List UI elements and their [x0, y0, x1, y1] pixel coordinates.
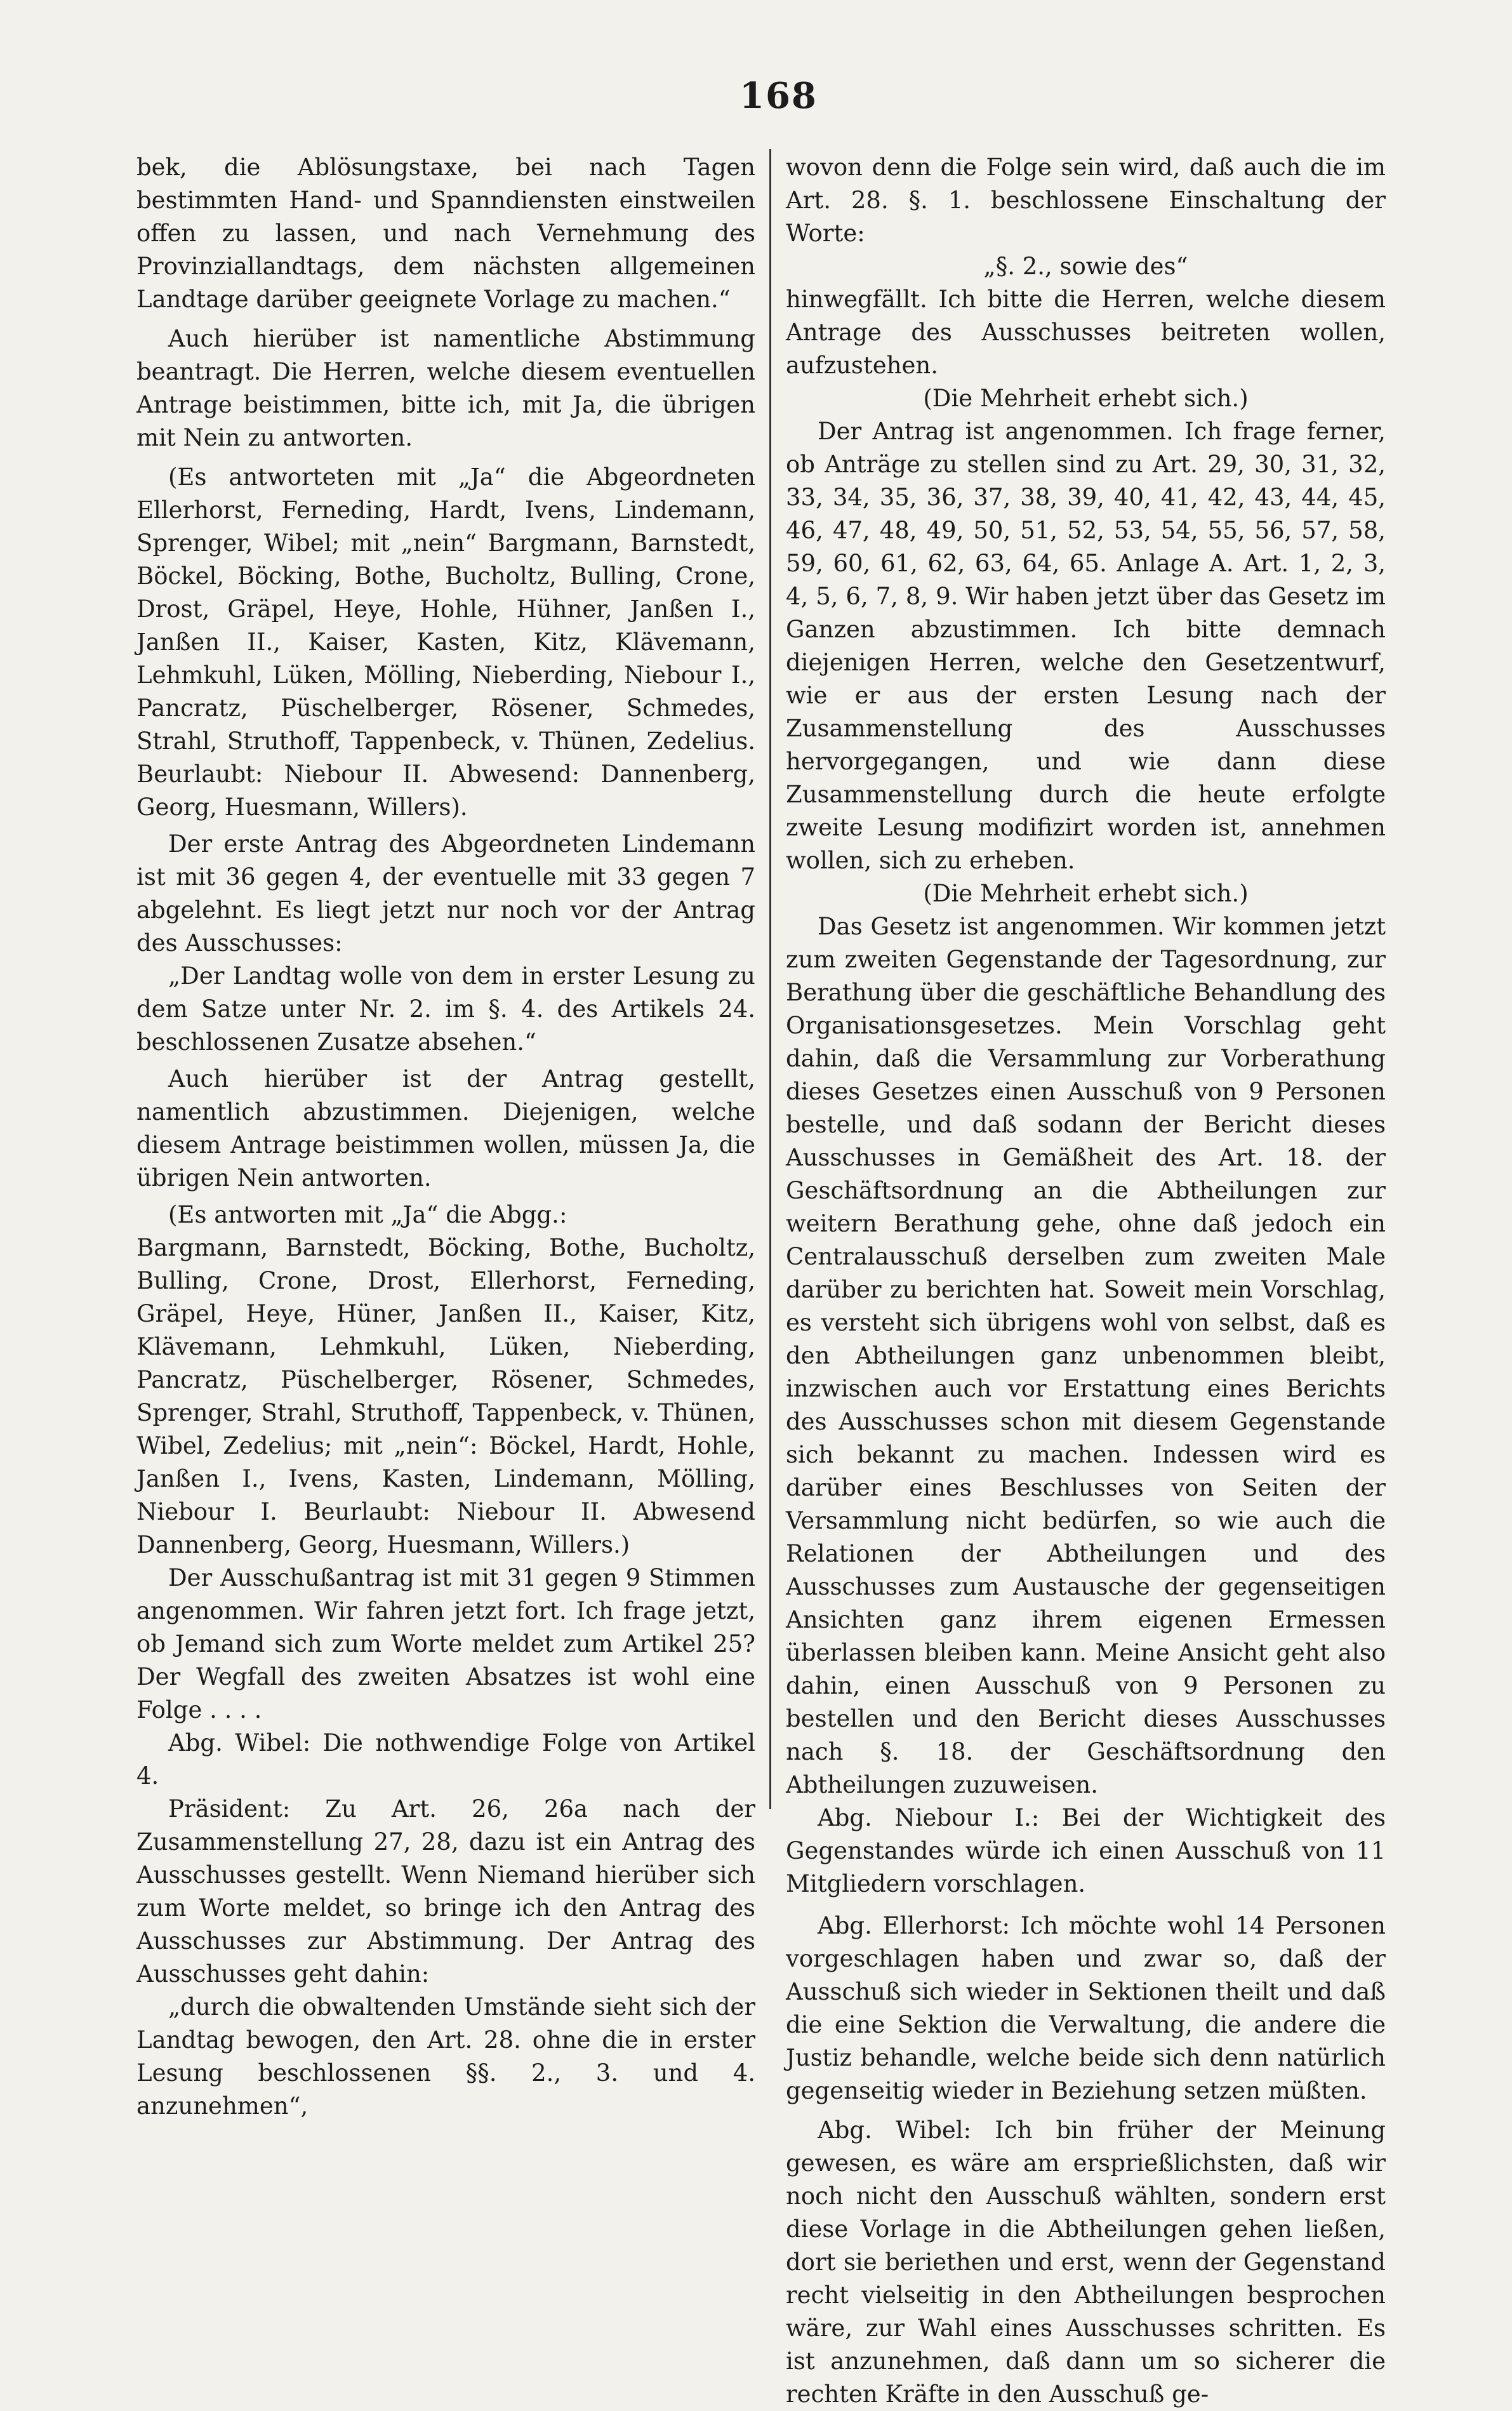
speech-niebour: Abg. Niebour I.: Bei der Wichtigkeit des Gegenstandes würde ich einen Ausschuß von 11 Mitgliedern vorschlagen. [786, 1804, 1386, 1897]
column-divider [769, 149, 771, 1809]
vote-record-intro: (Es antworten mit „Ja“ die Abgg.: [168, 1201, 567, 1228]
paragraph: wovon denn die Folge sein wird, daß auch die im Art. 28. §. 1. beschlossene Einschaltung der Worte: [786, 154, 1386, 247]
right-column [786, 151, 1386, 2408]
paragraph: Der Antrag ist angenommen. Ich frage ferner, ob Anträge zu stellen sind zu Art. 29, 30, 31, 32, 33, 34, 35, 36, 37, 38, 39, 40, 41, 42, 43, 44, 45, 46, 47, 48, 49, 50, 51, 52, 53, 54, 55, 56, 57, 58, 59, 60, 61, 62, 63, 64, 65. Anlage A. Art. 1, 2, 3, 4, 5, 6, 7, 8, 9. Wir haben jetzt über das Gesetz im Ganzen abzustimmen. Ich bitte demnach diejenigen Herren, welche den Gesetzentwurf, wie er aus der ersten Lesung nach der Zusammenstellung des Ausschusses hervorgegangen, und wie dann diese Zusammenstellung durch die heute erfolgte zweite Lesung modifizirt worden ist, annehmen wollen, sich zu erheben. [786, 418, 1386, 874]
quoted-motion: „durch die obwaltenden Umstände sieht sich der Landtag bewogen, den Art. 28. ohne die in erster Lesung beschlossenen §§. 2., 3. und 4. anzunehmen“, [136, 1993, 755, 2120]
speech-wibel: Abg. Wibel: Die nothwendige Folge von Artikel 4. [136, 1729, 755, 1790]
quoted-words: „§. 2., sowie des“ [983, 253, 1188, 280]
paragraph: Auch hierüber ist namentliche Abstimmung beantragt. Die Herren, welche diesem eventuellen Antrage beistimmen, bitte ich, mit Ja, die übrigen mit Nein zu antworten. [136, 325, 755, 451]
speech-wibel: Abg. Wibel: Ich bin früher der Meinung gewesen, es wäre am ersprießlichsten, daß wir noch nicht den Ausschuß wählten, sondern erst diese Vorlage in die Abtheilungen gehen ließen, dort sie beriethen und erst, wenn der Gegenstand recht vielseitig in den Abtheilungen besprochen wäre, zur Wahl eines Ausschusses schritten. Es ist anzunehmen, daß dann um so sicherer die rechten Kräfte in den Ausschuß ge- [786, 2116, 1386, 2408]
vote-record: (Es antworteten mit „Ja“ die Abgeordneten Ellerhorst, Ferneding, Hardt, Ivens, Lindemann, Sprenger, Wibel; mit „nein“ Bargmann, Barnstedt, Böckel, Böcking, Bothe, Bucholtz, Bulling, Crone, Drost, Gräpel, Heye, Hohle, Hühner, Janßen I., Janßen II., Kaiser, Kasten, Kitz, Klävemann, Lehmkuhl, Lüken, Mölling, Nieberding, Niebour I., Pancratz, Püschelberger, Rösener, Schmedes, Strahl, Struthoff, Tappenbeck, v. Thünen, Zedelius. Beurlaubt: Niebour II. Abwesend: Dannenberg, Georg, Huesmann, Willers). [136, 463, 755, 821]
paragraph: Der Ausschußantrag ist mit 31 gegen 9 Stimmen angenommen. Wir fahren jetzt fort. Ich frage jetzt, ob Jemand sich zum Worte meldet zum Artikel 25? Der Wegfall des zweiten Absatzes ist wohl eine Folge . . . . [136, 1564, 755, 1724]
paragraph: Der erste Antrag des Abgeordneten Lindemann ist mit 36 gegen 4, der eventuelle mit 33 gegen 7 abgelehnt. Es liegt jetzt nur noch vor der Antrag des Ausschusses: [136, 830, 755, 957]
paragraph: Auch hierüber ist der Antrag gestellt, namentlich abzustimmen. Diejenigen, welche diesem Antrage beistimmen wollen, müssen Ja, die übrigen Nein antworten. [136, 1065, 755, 1192]
paragraph: hinwegfällt. Ich bitte die Herren, welche diesem Antrage des Ausschusses beitreten wollen, aufzustehen. [786, 286, 1386, 379]
left-column [136, 151, 755, 2120]
stage-note: (Die Mehrheit erhebt sich.) [923, 880, 1249, 907]
paragraph: bek, die Ablösungstaxe, bei nach Tagen bestimmten Hand- und Spanndiensten einstweilen offen zu lassen, und nach Vernehmung des Provinziallandtags, dem nächsten allgemeinen Landtage darüber geeignete Vorlage zu machen.“ [136, 154, 755, 313]
stage-note: (Die Mehrheit erhebt sich.) [923, 385, 1249, 412]
quoted-motion: „Der Landtag wolle von dem in erster Lesung zu dem Satze unter Nr. 2. im §. 4. des Artikels 24. beschlossenen Zusatze absehen.“ [136, 962, 755, 1056]
page-number: 168 [739, 75, 818, 117]
vote-record: Bargmann, Barnstedt, Böcking, Bothe, Bucholtz, Bulling, Crone, Drost, Ellerhorst, Ferneding, Gräpel, Heye, Hüner, Janßen II., Kaiser, Kitz, Klävemann, Lehmkuhl, Lüken, Nieberding, Pancratz, Püschelberger, Rösener, Schmedes, Sprenger, Strahl, Struthoff, Tappenbeck, v. Thünen, Wibel, Zedelius; mit „nein“: Böckel, Hardt, Hohle, Janßen I., Ivens, Kasten, Lindemann, Mölling, Niebour I. Beurlaubt: Niebour II. Abwesend Dannenberg, Georg, Huesmann, Willers.) [136, 1234, 755, 1558]
paragraph: Das Gesetz ist angenommen. Wir kommen jetzt zum zweiten Gegenstande der Tagesordnung, zur Berathung über die geschäftliche Behandlung des Organisationsgesetzes. Mein Vorschlag geht dahin, daß die Versammlung zur Vorberathung dieses Gesetzes einen Ausschuß von 9 Personen bestelle, und daß sodann der Bericht dieses Ausschusses in Gemäßheit des Art. 18. der Geschäftsordnung an die Abtheilungen zur weitern Berathung gehe, ohne daß jedoch ein Centralausschuß derselben zum zweiten Male darüber zu berichten hat. Soweit mein Vorschlag, es versteht sich übrigens wohl von selbst, daß es den Abtheilungen ganz unbenommen bleibt, inzwischen auch vor Erstattung eines Berichts des Ausschusses schon mit diesem Gegenstande sich bekannt zu machen. Indessen wird es darüber eines Beschlusses von Seiten der Versammlung nicht bedürfen, so wie auch die Relationen der Abtheilungen und des Ausschusses zum Austausche der gegenseitigen Ansichten ganz ihrem eigenen Ermessen überlassen bleiben kann. Meine Ansicht geht also dahin, einen Ausschuß von 9 Personen zu bestellen und den Bericht dieses Ausschusses nach §. 18. der Geschäftsordnung den Abtheilungen zuzuweisen. [786, 913, 1386, 1798]
speech-ellerhorst: Abg. Ellerhorst: Ich möchte wohl 14 Personen vorgeschlagen haben und zwar so, daß der Ausschuß sich wieder in Sektionen theilt und daß die eine Sektion die Verwaltung, die andere die Justiz behandle, welche beide sich denn natürlich gegenseitig wieder in Beziehung setzen müßten. [786, 1912, 1386, 2104]
speech-president: Präsident: Zu Art. 26, 26a nach der Zusammenstellung 27, 28, dazu ist ein Antrag des Ausschusses gestellt. Wenn Niemand hierüber sich zum Worte meldet, so bringe ich den Antrag des Ausschusses zur Abstimmung. Der Antrag des Ausschusses geht dahin: [136, 1795, 755, 1988]
